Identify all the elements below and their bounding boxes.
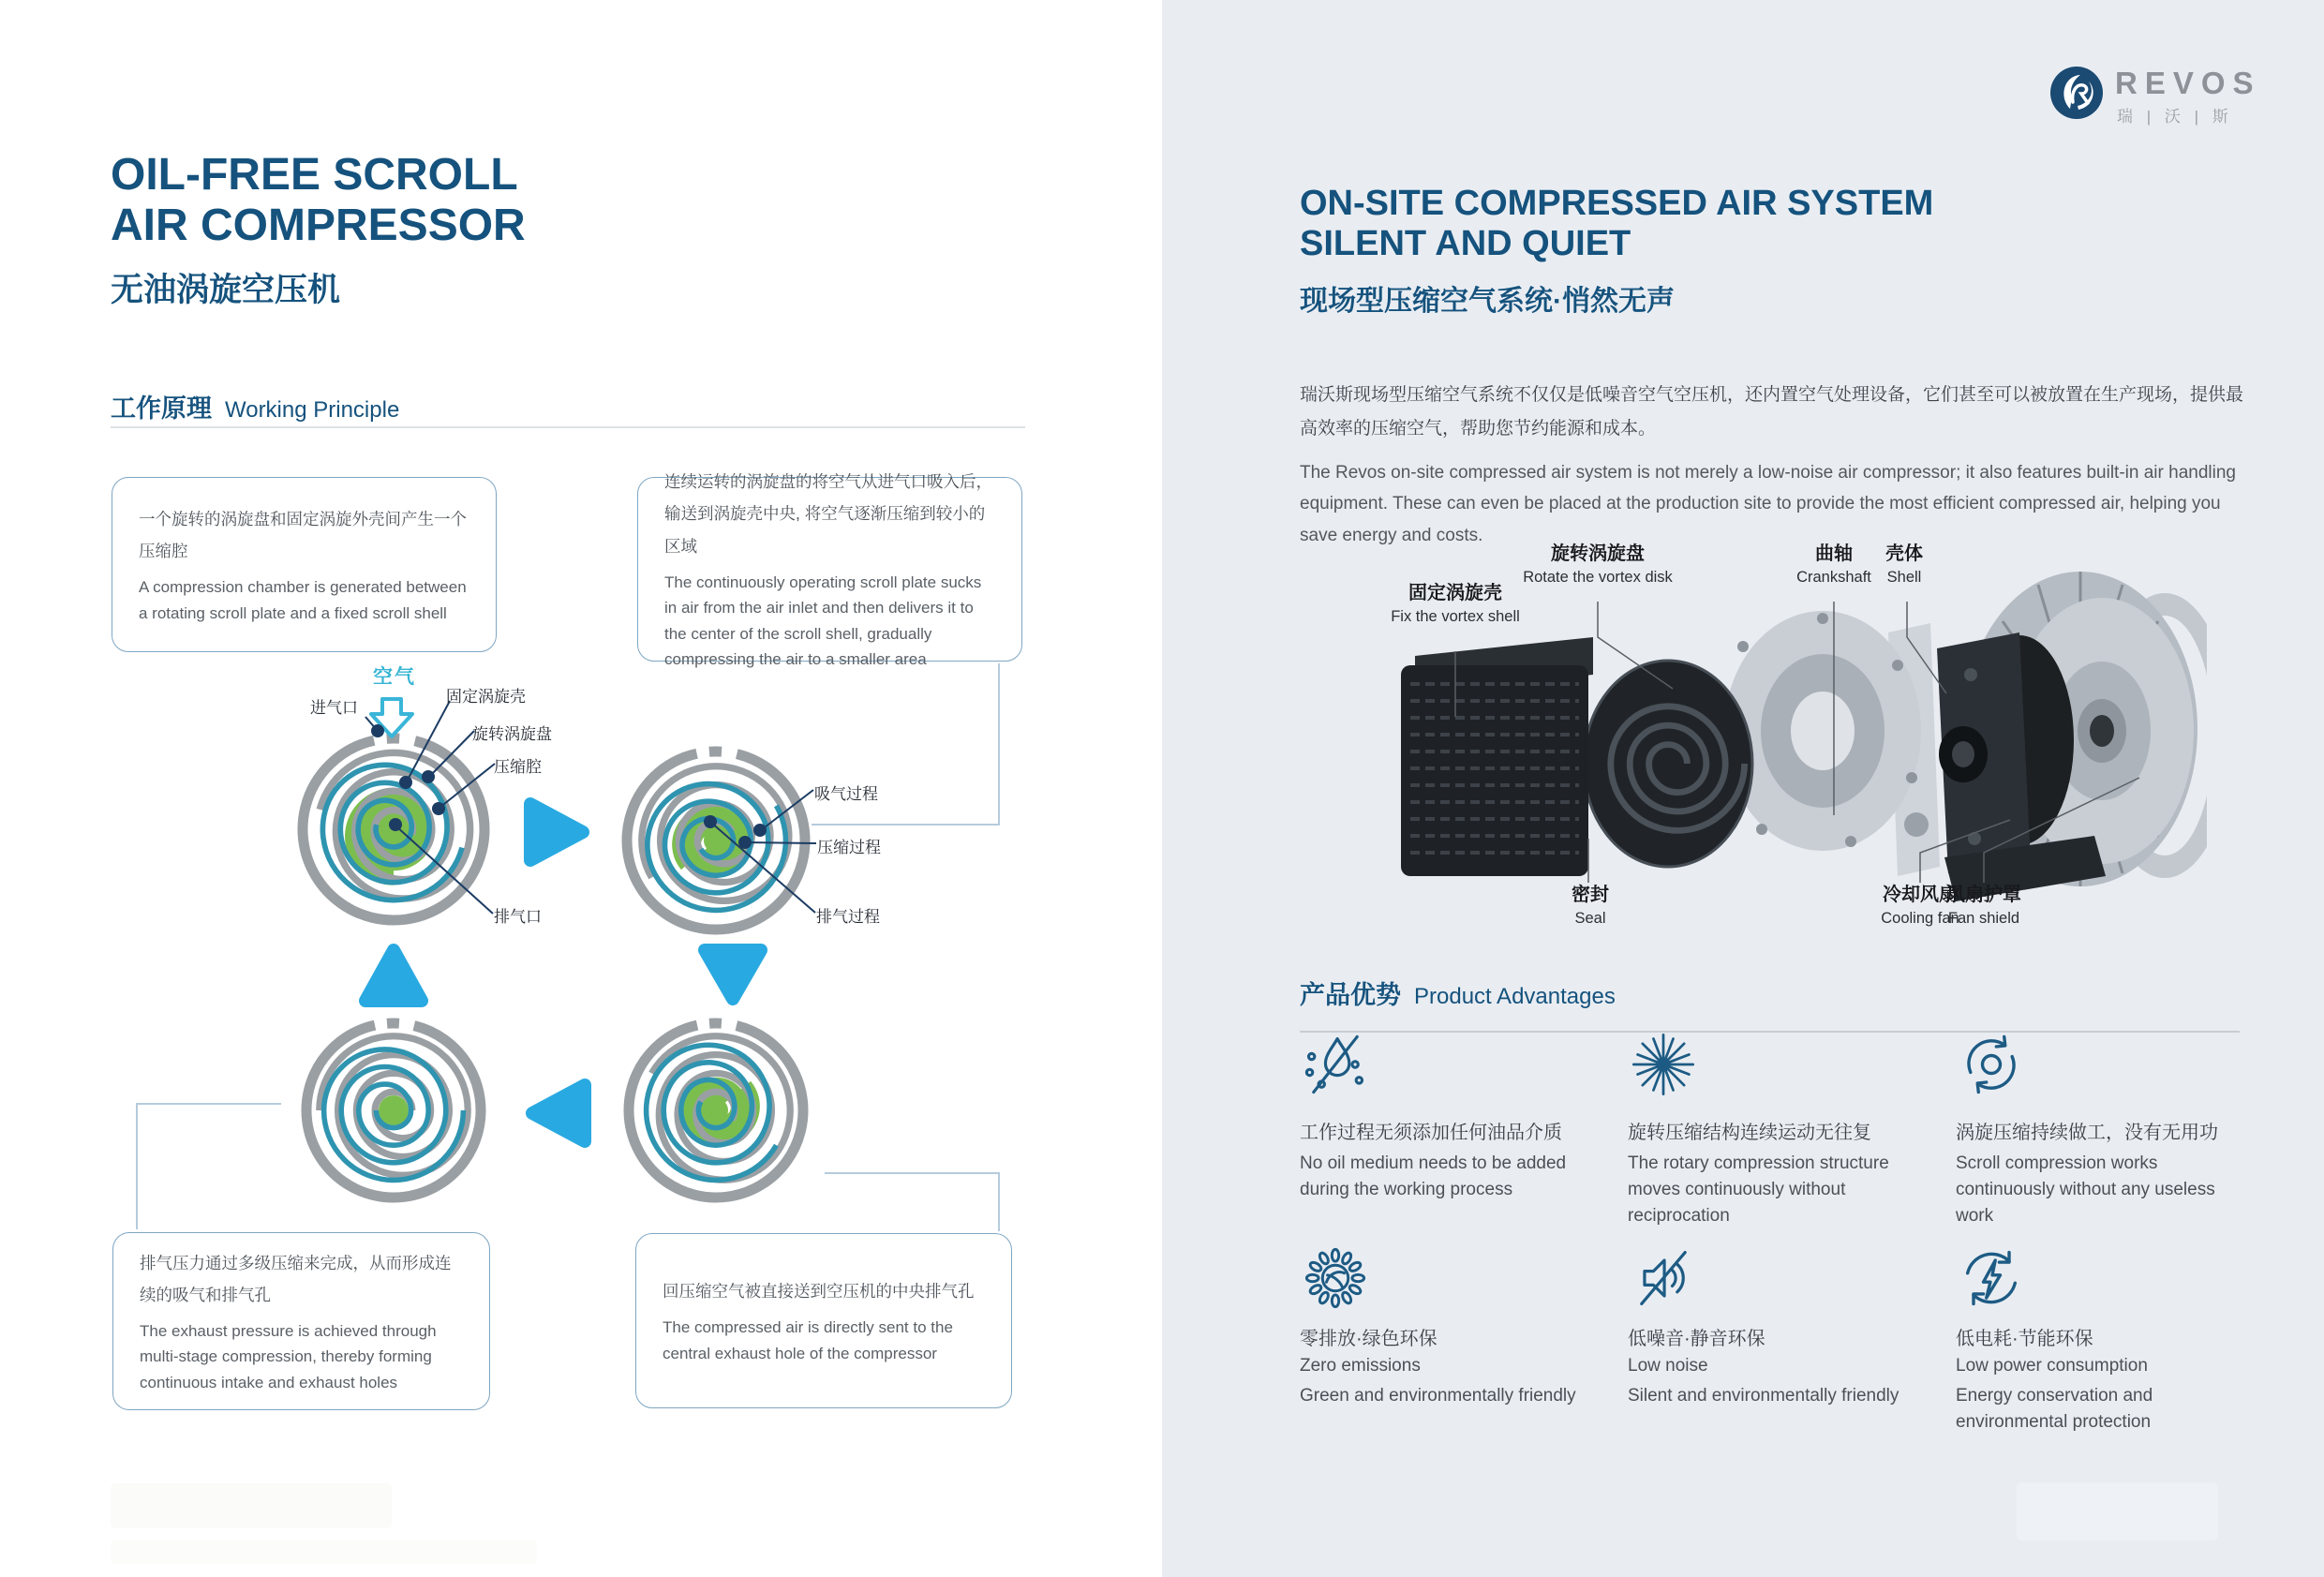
- label-suction: 吸气过程: [814, 785, 878, 803]
- principle-box-1-en: A compression chamber is generated between a rotating scroll plate and a fixed scroll shell: [139, 578, 467, 622]
- left-page-title: [111, 150, 526, 251]
- advantage-5-en1: Low noise: [1628, 1356, 1708, 1376]
- advantage-4-en2: Green and environmentally friendly: [1300, 1386, 1576, 1406]
- revos-logo-icon: [2048, 64, 2106, 122]
- scroll-cycle-diagram: [75, 647, 1068, 1251]
- advantages-divider: [1300, 1031, 2240, 1033]
- machine-label-shell-cn: 壳体: [1885, 543, 1923, 564]
- working-principle-heading: [111, 388, 399, 424]
- advantage-3-cn: 涡旋压缩持续做工，没有无用功: [1956, 1123, 2218, 1143]
- left-title-line2: AIR COMPRESSOR: [111, 200, 526, 250]
- label-rotating-disk: 旋转涡旋盘: [472, 725, 552, 743]
- machine-label-fan-shield: [1899, 883, 2068, 930]
- machine-label-fixed-shell-cn: 固定涡旋壳: [1408, 583, 1502, 603]
- machine-label-cooling-fan-cn: 冷却风扇: [1883, 885, 1958, 905]
- low-noise-icon: [1628, 1242, 1699, 1314]
- principle-box-4-en: The compressed air is directly sent to the central exhaust hole of the compressor: [663, 1318, 953, 1362]
- principle-box-3: [112, 1232, 490, 1410]
- label-air: 空气: [373, 666, 416, 688]
- seal-part: [1584, 661, 1752, 867]
- label-fixed-shell: 固定涡旋壳: [446, 688, 526, 706]
- revos-logo: [2048, 64, 2282, 129]
- machine-label-crankshaft-en: Crankshaft: [1796, 569, 1871, 586]
- advantage-1-en: No oil medium needs to be added during the working process: [1300, 1153, 1567, 1200]
- label-outlet: 排气口: [494, 908, 542, 926]
- spiral-stage-2: [608, 733, 824, 948]
- spiral-stage-4: [288, 1004, 499, 1215]
- intro-paragraph-cn: 瑞沃斯现场型压缩空气系统不仅仅是低噪音空气空压机，还内置空气处理设备，它们甚至可以被放置在生产现场，提供最高效率的压缩空气，帮助您节约能源和成本。: [1300, 385, 2244, 439]
- principle-box-1: [112, 477, 497, 652]
- rotary-structure-icon: [1628, 1029, 1699, 1100]
- advantage-6-cn: 低电耗·节能环保: [1956, 1329, 2093, 1349]
- principle-box-4: [635, 1233, 1012, 1408]
- principle-box-2-en: The continuously operating scroll plate sucks in air from the air inlet and then delivers it to the center of the scroll shell, gradually compressing the air to a smaller area: [664, 573, 982, 669]
- machine-label-shell: [1839, 542, 1970, 589]
- right-title-line2: SILENT AND QUIET: [1300, 223, 1631, 263]
- principle-box-3-en: The exhaust pressure is achieved through multi-stage compression, thereby forming continuous intake and exhaust holes: [140, 1321, 437, 1391]
- principle-box-3-cn: 排气压力通过多级压缩来完成，从而形成连续的吸气和排气孔: [140, 1253, 452, 1304]
- advantage-6-en1: Low power consumption: [1956, 1356, 2148, 1376]
- revos-logo-cn: 瑞 | 沃 | 斯: [2117, 108, 2233, 126]
- machine-label-fan-shield-en: Fan shield: [1947, 910, 2020, 927]
- machine-label-fixed-shell-en: Fix the vortex shell: [1391, 608, 1520, 625]
- machine-label-seal: [1525, 883, 1656, 930]
- machine-label-rotating-disk: [1485, 542, 1710, 589]
- machine-label-cooling-fan-en: Cooling fan: [1881, 910, 1959, 927]
- label-compression: 压缩过程: [817, 839, 881, 856]
- product-advantages-heading: [1300, 974, 1616, 1011]
- advantage-1-cn: 工作过程无须添加任何油品介质: [1300, 1123, 1562, 1143]
- watermark-left-line: [111, 1540, 537, 1564]
- working-principle-en: Working Principle: [225, 397, 400, 423]
- product-advantages-en: Product Advantages: [1414, 984, 1616, 1009]
- arrow-up-icon: [365, 950, 422, 1001]
- arrow-left-icon: [532, 1085, 585, 1141]
- zero-emission-icon: [1300, 1242, 1371, 1314]
- spiral-stage-3: [610, 1004, 821, 1215]
- machine-label-shell-en: Shell: [1886, 569, 1922, 586]
- left-title-line1: OIL-FREE SCROLL: [111, 150, 518, 200]
- advantage-6-en2: Energy conservation and environmental protection: [1956, 1386, 2153, 1433]
- advantage-2-en: The rotary compression structure moves continuously without reciprocation: [1628, 1153, 1889, 1227]
- machine-label-rotating-disk-cn: 旋转涡旋盘: [1551, 543, 1645, 564]
- left-section-divider: [111, 426, 1025, 428]
- right-title-cn: 现场型压缩空气系统·悄然无声: [1300, 286, 1675, 317]
- advantage-4-en1: Zero emissions: [1300, 1356, 1421, 1376]
- principle-box-1-cn: 一个旋转的涡旋盘和固定涡旋外壳间产生一个压缩腔: [139, 509, 467, 560]
- intro-paragraph-en: The Revos on-site compressed air system is not merely a low-noise air compressor; it also features built-in air handling equipment. These can even be placed at the production site to provide the most efficient compressed air, helping you save energy and costs.: [1300, 463, 2236, 545]
- advantage-2-cn: 旋转压缩结构连续运动无往复: [1628, 1123, 1871, 1143]
- label-chamber: 压缩腔: [494, 758, 542, 776]
- low-power-icon: [1956, 1242, 2027, 1314]
- advantage-5-en2: Silent and environmentally friendly: [1628, 1386, 1899, 1406]
- no-oil-droplet-icon: [1300, 1029, 1371, 1100]
- left-title-cn: 无油涡旋空压机: [111, 272, 341, 308]
- principle-box-4-cn: 回压缩空气被直接送到空压机的中央排气孔: [663, 1281, 975, 1301]
- machine-label-rotating-disk-en: Rotate the vortex disk: [1523, 569, 1673, 586]
- right-page-title: [1300, 184, 1933, 263]
- machine-label-seal-cn: 密封: [1572, 885, 1609, 905]
- working-principle-cn: 工作原理: [111, 394, 212, 423]
- revos-logo-text: REVOS: [2115, 66, 2261, 100]
- advantage-5-cn: 低噪音·静音环保: [1628, 1329, 1765, 1349]
- principle-box-2: [637, 472, 1022, 669]
- label-exhaust: 排气过程: [816, 908, 880, 926]
- machine-label-seal-en: Seal: [1574, 910, 1606, 927]
- rotating-vortex-disk-part: [1724, 611, 1921, 851]
- advantage-3-en: Scroll compression works continuously without any useless work: [1956, 1153, 2215, 1227]
- product-advantages-cn: 产品优势: [1300, 981, 1401, 1009]
- watermark-right: [2017, 1482, 2218, 1540]
- principle-box-2-cn: 连续运转的涡旋盘的将空气从进气口吸入后，输送到涡旋壳中央, 将空气逐渐压缩到较小的区域: [664, 472, 992, 556]
- fixed-vortex-shell-part: [1401, 637, 1593, 876]
- arrow-right-icon: [530, 804, 583, 860]
- right-title-line1: ON-SITE COMPRESSED AIR SYSTEM: [1300, 184, 1934, 223]
- continuous-work-icon: [1956, 1029, 2027, 1100]
- box-connector-lines: [137, 663, 999, 1231]
- machine-label-fan-shield-cn: 风扇护罩: [1946, 885, 2021, 905]
- machine-label-crankshaft-cn: 曲轴: [1815, 543, 1853, 564]
- watermark-left: [111, 1483, 392, 1528]
- label-inlet: 进气口: [310, 699, 358, 717]
- arrow-down-icon: [705, 950, 761, 999]
- advantage-4-cn: 零排放·绿色环保: [1300, 1329, 1438, 1349]
